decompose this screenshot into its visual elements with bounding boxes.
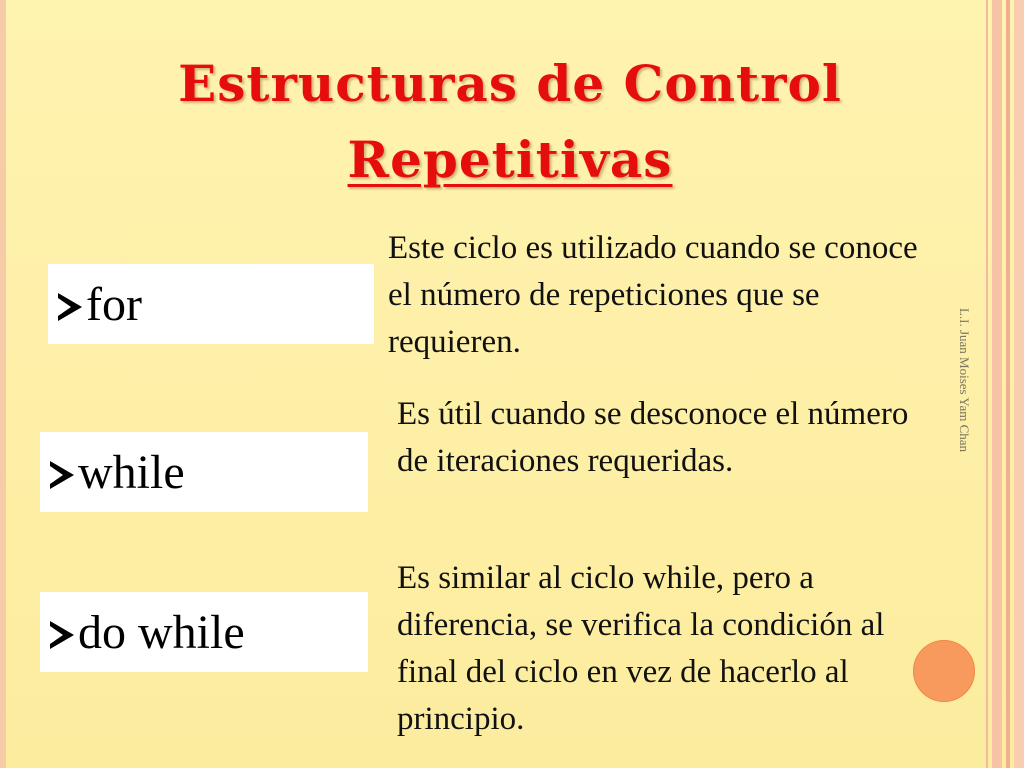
keyword-for: for bbox=[86, 277, 142, 331]
description-while: Es útil cuando se desconoce el número de iteraciones requeridas. bbox=[397, 396, 909, 479]
keyword-while: while bbox=[78, 445, 185, 499]
description-for: Este ciclo es utilizado cuando se conoce el número de repeticiones que se requieren. bbox=[388, 230, 918, 360]
arrow-bullet-icon bbox=[50, 621, 74, 649]
left-border-stripe bbox=[0, 0, 6, 768]
arrow-bullet-icon bbox=[50, 461, 74, 489]
right-stripe-1 bbox=[986, 0, 988, 768]
author-credit-container bbox=[954, 270, 974, 490]
keyword-box-do-while bbox=[40, 592, 368, 672]
keyword-box-for bbox=[48, 264, 374, 344]
keyword-do-while: do while bbox=[78, 605, 245, 659]
right-stripe-4 bbox=[1014, 0, 1024, 768]
keyword-box-while bbox=[40, 432, 368, 512]
title-line-2: Repetitivas bbox=[347, 130, 673, 189]
right-stripe-2 bbox=[992, 0, 1002, 768]
right-stripe-3 bbox=[1006, 0, 1010, 768]
description-do-while: Es similar al ciclo while, pero a diferencia, se verifica la condición al final del ciclo en vez de hacerlo al principio. bbox=[397, 560, 885, 737]
arrow-bullet-icon bbox=[58, 293, 82, 321]
decorative-circle bbox=[913, 640, 975, 702]
slide-title bbox=[60, 46, 960, 198]
title-line-1: Estructuras de Control bbox=[178, 54, 842, 113]
author-credit: L.I. Juan Moises Yam Chan bbox=[957, 307, 972, 453]
